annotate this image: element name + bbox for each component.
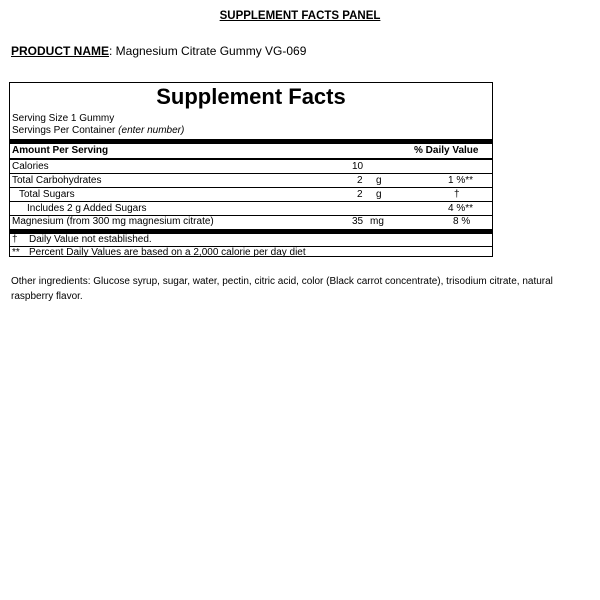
row-added-sugars-dv: 4 %** <box>448 203 474 214</box>
daily-value-header: % Daily Value <box>414 145 479 156</box>
page-heading: SUPPLEMENT FACTS PANEL <box>219 10 381 22</box>
header-divider <box>10 158 492 160</box>
other-ingredients: Other ingredients: Glucose syrup, sugar, water, pectin, citric acid, color (Black carrot concentrate), trisodium citrate, natural raspberry flavor. <box>11 276 553 302</box>
row-added-sugars-name: Includes 2 g Added Sugars <box>27 203 147 214</box>
row-sugars-name: Total Sugars <box>19 189 75 200</box>
row-carbs-amount: 2 <box>357 175 363 186</box>
facts-title: Supplement Facts <box>156 84 346 109</box>
amount-per-serving-header: Amount Per Serving <box>12 145 109 156</box>
supplement-facts-panel <box>9 82 493 257</box>
footnote-asterisk-text: Percent Daily Values are based on a 2,000 calorie per day diet <box>29 247 306 258</box>
product-name-value: : Magnesium Citrate Gummy VG-069 <box>109 44 307 58</box>
row-divider <box>10 201 492 202</box>
footnote-dagger-text: Daily Value not established. <box>29 234 152 245</box>
row-sugars-dv: † <box>454 189 460 200</box>
row-magnesium-dv: 8 % <box>453 216 471 227</box>
row-carbs-name: Total Carbohydrates <box>12 175 102 186</box>
row-magnesium-unit: mg <box>370 216 384 227</box>
row-carbs-dv: 1 %** <box>448 175 474 186</box>
servings-per-container <box>12 125 184 137</box>
servings-per-container-label: Servings Per Container <box>12 125 116 136</box>
row-divider <box>10 187 492 188</box>
row-divider <box>10 173 492 174</box>
row-magnesium-name: Magnesium (from 300 mg magnesium citrate) <box>12 216 214 227</box>
row-calories-amount: 10 <box>352 161 364 172</box>
product-name-line <box>11 44 306 58</box>
row-sugars-unit: g <box>376 189 382 200</box>
product-name-label: PRODUCT NAME <box>11 44 109 58</box>
serving-size: Serving Size 1 Gummy <box>12 113 115 124</box>
thick-divider <box>10 139 492 144</box>
footnote-dagger-symbol: † <box>12 234 18 245</box>
row-sugars-amount: 2 <box>357 189 363 200</box>
servings-per-container-value: (enter number) <box>118 125 185 136</box>
row-magnesium-amount: 35 <box>352 216 364 227</box>
row-carbs-unit: g <box>376 175 382 186</box>
row-calories-name: Calories <box>12 161 49 172</box>
footnote-asterisk-symbol: ** <box>12 247 20 258</box>
